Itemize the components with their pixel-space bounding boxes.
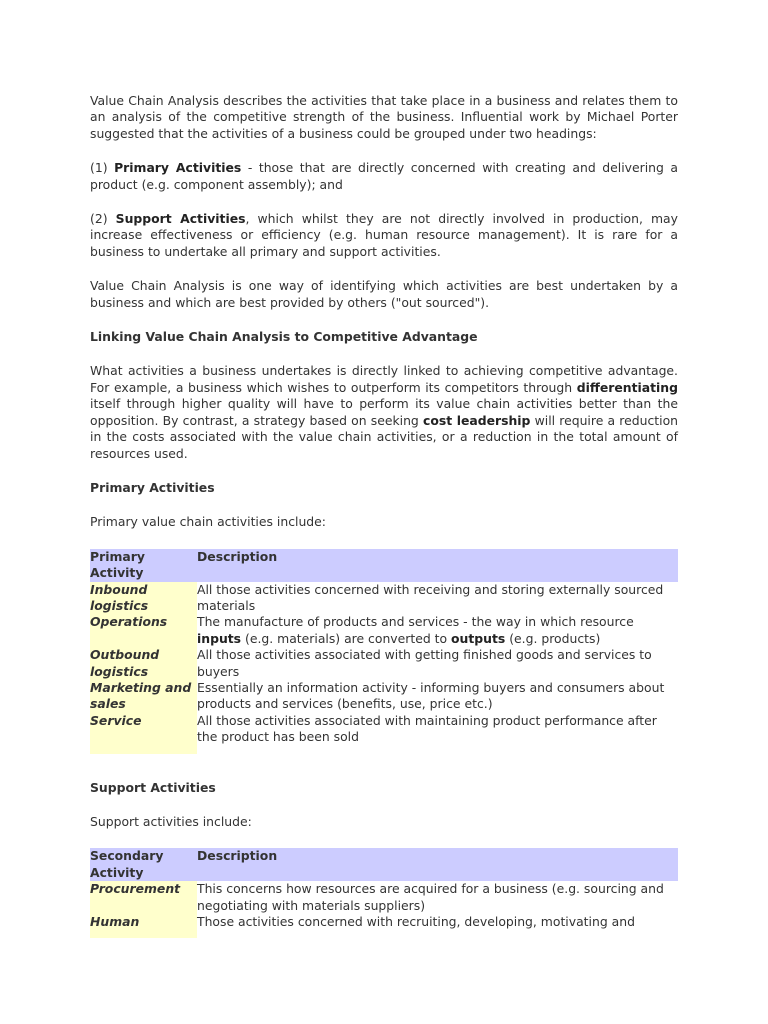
cost-leadership-term: cost leadership <box>423 412 531 428</box>
table-row <box>90 713 678 746</box>
support-activities-term: Support Activities <box>115 211 246 227</box>
table-row <box>90 647 678 680</box>
primary-intro: Primary value chain activities include: <box>90 514 326 530</box>
intro-paragraph: Value Chain Analysis describes the activities that take place in a business and relates them to an analysis of the competitive strength of the business. Influential work by Michael Porter suggested that the activities of a business could be grouped under two headings: <box>90 93 678 141</box>
activity-procurement: Procurement <box>90 881 197 914</box>
linking-text-1: What activities a business undertakes is directly linked to achieving competitive advantage. For example, a business which wishes to outperform its competitors through <box>90 363 678 395</box>
table-row <box>90 582 678 615</box>
primary-activities-table <box>90 549 678 754</box>
table-header-row <box>90 549 678 582</box>
support-intro: Support activities include: <box>90 814 252 829</box>
description-cell: All those activities associated with maintaining product performance after the product has been sold <box>197 712 657 745</box>
table-row-spacer <box>90 930 678 938</box>
spacer-cell <box>90 930 197 938</box>
header-secondary-activity: Secondary Activity <box>90 848 197 881</box>
description-cell: Essentially an information activity - informing buyers and consumers about products and services (benefits, use, price etc.) <box>197 679 665 712</box>
activity-marketing-and-sales: Marketing and sales <box>90 680 197 713</box>
desc-text: (e.g. materials) are converted to <box>241 630 452 646</box>
support-activities-definition <box>90 211 678 260</box>
support-activities-table <box>90 848 678 938</box>
differentiating-term: differentiating <box>576 379 678 395</box>
linking-text-2: itself through higher quality will have to perform its value chain activities better than the opposition. By contrast, a strategy based on seeking <box>90 396 678 428</box>
description-cell <box>197 614 678 647</box>
description-cell: This concerns how resources are acquired for a business (e.g. sourcing and negotiating with materials suppliers) <box>197 881 664 913</box>
linking-paragraph <box>90 363 678 461</box>
activity-inbound-logistics: Inbound logistics <box>90 582 197 615</box>
activity-service: Service <box>90 713 197 746</box>
inputs-term: inputs <box>197 630 242 646</box>
list-label-2: (2) <box>90 211 116 227</box>
primary-activities-heading: Primary Activities <box>90 479 215 495</box>
header-description: Description <box>197 848 678 881</box>
desc-text: The manufacture of products and services - the way in which resource <box>197 614 634 630</box>
spacer-cell <box>197 930 678 938</box>
list-label-1: (1) <box>90 160 115 176</box>
header-description: Description <box>197 549 678 582</box>
table-row <box>90 614 678 647</box>
spacer-cell <box>90 746 197 754</box>
table-row <box>90 881 678 914</box>
header-primary-activity: Primary Activity <box>90 549 197 582</box>
outputs-term: outputs <box>451 630 506 646</box>
description-cell: Those activities concerned with recruiting, developing, motivating and <box>197 914 635 930</box>
linking-text-3: will require a reduction in the costs associated with the value chain activities, or a reduction in the total amount of resources used. <box>90 412 679 461</box>
document-page <box>90 93 678 938</box>
primary-activities-term: Primary Activities <box>114 160 242 176</box>
primary-activities-text: - those that are directly concerned with creating and delivering a product (e.g. component assembly); and <box>90 160 678 192</box>
table-header-row <box>90 848 678 881</box>
spacer-cell <box>197 746 678 754</box>
linking-heading: Linking Value Chain Analysis to Competitive Advantage <box>90 329 478 345</box>
activity-human: Human <box>90 914 197 930</box>
support-activities-heading: Support Activities <box>90 779 216 795</box>
table-row <box>90 680 678 713</box>
description-cell: All those activities concerned with receiving and storing externally sourced materials <box>197 581 664 613</box>
description-cell: All those activities associated with getting finished goods and services to buyers <box>197 647 652 679</box>
activity-operations: Operations <box>90 614 197 647</box>
table-row <box>90 914 678 930</box>
outsourcing-paragraph: Value Chain Analysis is one way of identifying which activities are best undertaken by a business and which are best provided by others ("out sourced"). <box>90 278 678 310</box>
activity-outbound-logistics: Outbound logistics <box>90 647 197 680</box>
support-activities-text: , which whilst they are not directly involved in production, may increase effectiveness or efficiency (e.g. human resource management). It is rare for a business to undertake all primary and support activities. <box>90 211 678 259</box>
table-row-spacer <box>90 746 678 754</box>
desc-text: (e.g. products) <box>505 630 601 646</box>
primary-activities-definition <box>90 160 678 193</box>
